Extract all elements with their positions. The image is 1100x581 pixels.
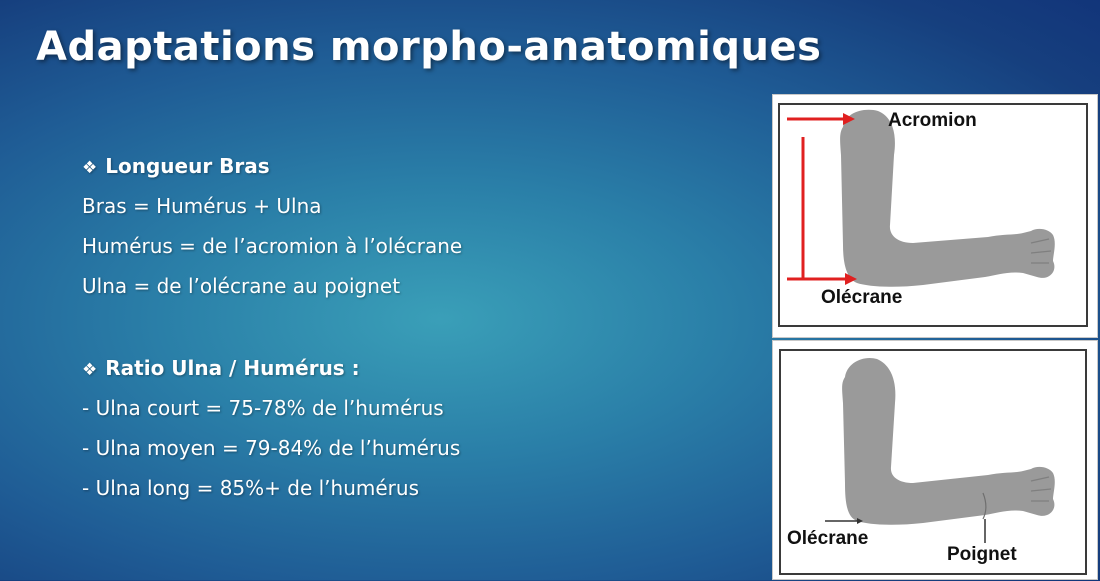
- label-olecrane-bottom: Olécrane: [787, 528, 869, 549]
- diamond-bullet-icon: ❖: [82, 158, 98, 178]
- text-line: - Ulna moyen = 79-84% de l’humérus: [82, 436, 461, 460]
- label-acromion: Acromion: [888, 110, 977, 131]
- text-line: Humérus = de l’acromion à l’olécrane: [82, 234, 463, 258]
- arm-figure-top: [772, 94, 1098, 338]
- text-line: - Ulna court = 75-78% de l’humérus: [82, 396, 444, 420]
- slide-content: [82, 150, 462, 512]
- arm-shape: [840, 110, 1055, 287]
- label-poignet: Poignet: [947, 544, 1017, 565]
- arm-shape: [842, 358, 1055, 525]
- text-line: Ulna = de l’olécrane au poignet: [82, 274, 401, 298]
- text-line: - Ulna long = 85%+ de l’humérus: [82, 476, 419, 500]
- slide-title: Adaptations morpho-anatomiques: [36, 24, 822, 70]
- section-heading-longueur: ❖ Longueur Bras: [82, 154, 270, 178]
- section-heading-ratio: ❖ Ratio Ulna / Humérus :: [82, 356, 360, 380]
- arm-figure-bottom: [772, 340, 1098, 580]
- text-line: Bras = Humérus + Ulna: [82, 194, 322, 218]
- label-olecrane-top: Olécrane: [821, 287, 903, 308]
- diamond-bullet-icon: ❖: [82, 360, 98, 380]
